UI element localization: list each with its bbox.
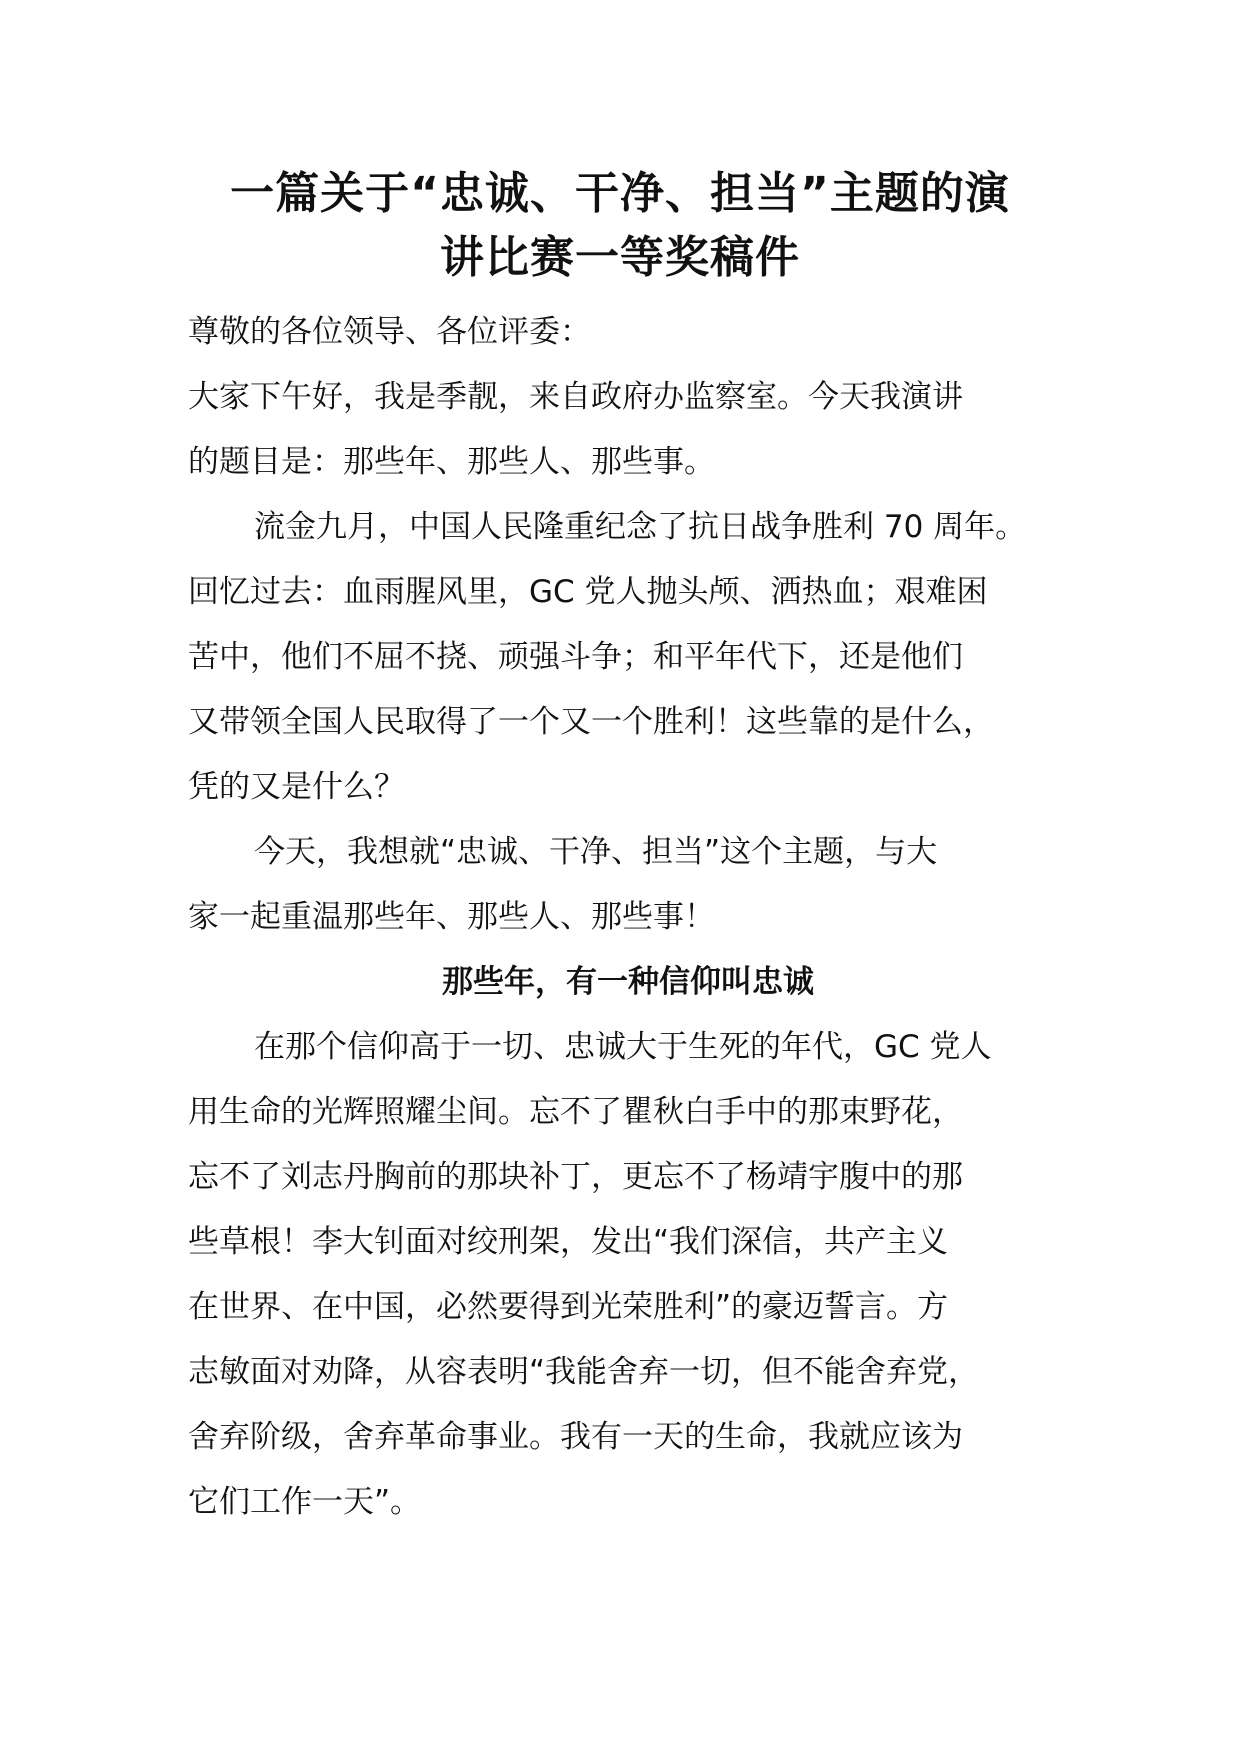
document-body: [188, 300, 1068, 1535]
body-line: 流金九月，中国人民隆重纪念了抗日战争胜利 70 周年。: [254, 509, 1027, 545]
body-line: 它们工作一天”。: [188, 1484, 422, 1520]
body-line: 凭的又是什么？: [188, 769, 405, 805]
body-line: 些草根！李大钊面对绞刑架，发出“我们深信，共产主义: [188, 1224, 949, 1260]
body-line: 大家下午好，我是季靓，来自政府办监察室。今天我演讲: [188, 379, 963, 415]
body-line: 志敏面对劝降，从容表明“我能舍弃一切，但不能舍弃党，: [188, 1354, 980, 1390]
body-line: 今天，我想就“忠诚、干净、担当”这个主题，与大: [254, 834, 938, 870]
body-line: 在世界、在中国，必然要得到光荣胜利”的豪迈誓言。方: [188, 1289, 949, 1325]
body-line: 又带领全国人民取得了一个又一个胜利！这些靠的是什么，: [188, 704, 994, 740]
body-line: 用生命的光辉照耀尘间。忘不了瞿秋白手中的那束野花，: [188, 1094, 963, 1130]
body-line: 舍弃阶级，舍弃革命事业。我有一天的生命，我就应该为: [188, 1419, 963, 1455]
section-heading: 那些年，有一种信仰叫忠诚: [442, 964, 814, 1000]
body-line: 忘不了刘志丹胸前的那块补丁，更忘不了杨靖宇腹中的那: [188, 1159, 963, 1195]
body-line: 在那个信仰高于一切、忠诚大于生死的年代，GC 党人: [254, 1029, 992, 1065]
title-line-1: 一篇关于“忠诚、干净、担当”主题的演: [230, 168, 1010, 219]
salutation: 尊敬的各位领导、各位评委：: [188, 314, 591, 350]
body-line: 回忆过去：血雨腥风里，GC 党人抛头颅、洒热血；艰难困: [188, 574, 988, 610]
title-line-2: 讲比赛一等奖稿件: [440, 232, 800, 283]
body-line: 家一起重温那些年、那些人、那些事！: [188, 899, 715, 935]
body-line: 苦中，他们不屈不挠、顽强斗争；和平年代下，还是他们: [188, 639, 963, 675]
document-title: [190, 162, 1050, 290]
body-line: 的题目是：那些年、那些人、那些事。: [188, 444, 715, 480]
